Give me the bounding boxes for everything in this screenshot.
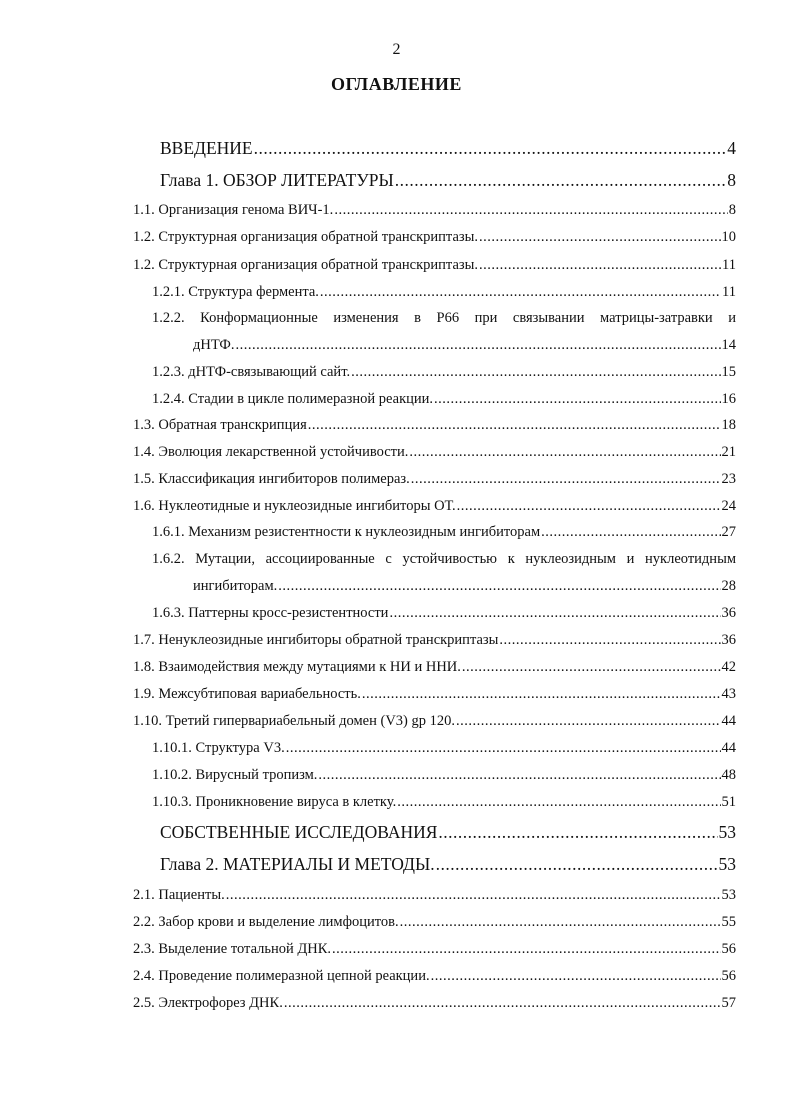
toc-entry-text: 1.6. Нуклеотидные и нуклеозидные ингибиторы ОТ. <box>133 498 456 514</box>
toc-entry-1-10[interactable] <box>133 712 736 730</box>
toc-leader <box>479 256 721 274</box>
toc-leader <box>284 994 721 1012</box>
toc-entry-text: 1.10. Третий гипервариабельный домен (V3) gp 120. <box>133 713 455 729</box>
toc-entry-page: 55 <box>721 914 736 930</box>
toc-entry-page: 8 <box>728 202 736 218</box>
toc-entry-2-2[interactable] <box>133 913 736 931</box>
toc-leader <box>462 658 721 676</box>
toc-entry-page: 56 <box>721 941 736 957</box>
toc-entry-page: 43 <box>721 686 736 702</box>
toc-entry-text: 2.2. Забор крови и выделение лимфоцитов. <box>133 914 399 930</box>
toc-entry-introduction[interactable] <box>160 137 736 159</box>
toc-leader <box>286 739 721 757</box>
toc-entry-page: 42 <box>721 659 736 675</box>
toc-entry-2-1[interactable] <box>133 886 736 904</box>
toc-entry-text: 2.3. Выделение тотальной ДНК. <box>133 941 332 957</box>
toc-entry-text: ингибиторам. <box>193 578 278 594</box>
toc-entry-text: 1.2.4. Стадии в цикле полимеразной реакции. <box>152 391 434 407</box>
toc-entry-1-4[interactable] <box>133 443 736 461</box>
toc-leader <box>351 363 720 381</box>
toc-entry-page: 11 <box>722 257 736 273</box>
toc-entry-page: 14 <box>721 337 736 353</box>
toc-entry-text: 1.4. Эволюция лекарственной устойчивости. <box>133 444 409 460</box>
toc-leader <box>278 577 720 595</box>
toc-entry-page: 53 <box>718 822 736 842</box>
toc-leader <box>411 470 721 488</box>
toc-leader <box>436 853 718 875</box>
toc-leader <box>409 443 720 461</box>
toc-entry-text: 1.3. Обратная транскрипция <box>133 417 307 433</box>
toc-entry-page: 56 <box>721 968 736 984</box>
toc-leader <box>434 390 720 408</box>
toc-entry-text: 2.4. Проведение полимеразной цепной реакции. <box>133 968 430 984</box>
toc-leader <box>541 523 720 541</box>
toc-entry-1-6-2-line2[interactable] <box>193 577 736 595</box>
toc-leader <box>226 886 721 904</box>
toc-entry-1-10-1[interactable] <box>152 739 736 757</box>
toc-entry-text: 2.5. Электрофорез ДНК. <box>133 995 283 1011</box>
toc-entry-1-6-2-line1[interactable]: 1.6.2. Мутации, ассоциированные с устойчивостью к нуклеозидным и нуклеотидным <box>152 551 736 567</box>
page-number: 2 <box>392 41 401 58</box>
toc-entry-text: 1.10.3. Проникновение вируса в клетку. <box>152 794 397 810</box>
toc-entry-page: 48 <box>721 767 736 783</box>
toc-entry-page: 53 <box>721 887 736 903</box>
toc-entry-1-2a[interactable] <box>133 228 736 246</box>
toc-entry-page: 11 <box>722 284 736 300</box>
toc-entry-1-3[interactable] <box>133 416 736 434</box>
toc-entry-1-2-3[interactable] <box>152 363 736 381</box>
toc-entry-page: 51 <box>721 794 736 810</box>
toc-entry-text: Глава 1. ОБЗОР ЛИТЕРАТУРЫ <box>160 170 394 190</box>
toc-entry-1-6-3[interactable] <box>152 604 736 622</box>
toc-leader <box>395 169 727 191</box>
toc-entry-1-6[interactable] <box>133 497 736 515</box>
toc-entry-text: 1.1. Организация генома ВИЧ-1. <box>133 202 334 218</box>
toc-entry-text: 1.5. Классификация ингибиторов полимераз. <box>133 471 410 487</box>
toc-entry-1-2-4[interactable] <box>152 390 736 408</box>
toc-entry-text: 1.2. Структурная организация обратной транскриптазы. <box>133 229 478 245</box>
toc-entry-text: 2.1. Пациенты. <box>133 887 225 903</box>
toc-entry-text: 1.6.1. Механизм резистентности к нуклеозидным ингибиторам <box>152 524 541 540</box>
toc-entry-text: 1.2.3. дНТФ-связывающий сайт. <box>152 364 351 380</box>
toc-entry-page: 16 <box>721 391 736 407</box>
toc-entry-text: 1.2.1. Структура фермента. <box>152 284 319 300</box>
toc-entry-page: 44 <box>721 740 736 756</box>
toc-leader <box>308 416 721 434</box>
toc-entry-page: 44 <box>721 713 736 729</box>
toc-entry-text: 1.2. Структурная организация обратной транскриптазы. <box>133 257 478 273</box>
toc-entry-page: 36 <box>721 632 736 648</box>
toc-leader <box>438 821 717 843</box>
toc-entry-page: 15 <box>721 364 736 380</box>
toc-entry-1-2-2-line2[interactable] <box>193 336 736 354</box>
toc-entry-page: 53 <box>718 854 736 874</box>
toc-entry-2-3[interactable] <box>133 940 736 958</box>
toc-leader <box>362 685 721 703</box>
toc-entry-page: 24 <box>721 498 736 514</box>
toc-entry-chapter-1[interactable] <box>160 169 736 191</box>
toc-entry-1-6-1[interactable] <box>152 523 736 541</box>
toc-entry-page: 28 <box>721 578 736 594</box>
toc-entry-page: 27 <box>721 524 736 540</box>
toc-entry-chapter-2[interactable] <box>160 853 736 875</box>
toc-entry-text: 1.9. Межсубтиповая вариабельность. <box>133 686 361 702</box>
toc-entry-1-2b[interactable] <box>133 256 736 274</box>
toc-entry-page: 21 <box>721 444 736 460</box>
toc-entry-1-5[interactable] <box>133 470 736 488</box>
toc-entry-1-10-2[interactable] <box>152 766 736 784</box>
toc-entry-text: дНТФ. <box>193 337 235 353</box>
toc-entry-1-2-2-line1[interactable]: 1.2.2. Конформационные изменения в Р66 при связывании матрицы-затравки и <box>152 310 736 326</box>
toc-entry-text: ВВЕДЕНИЕ <box>160 138 253 158</box>
toc-leader <box>397 793 720 811</box>
toc-entry-page: 23 <box>721 471 736 487</box>
toc-leader <box>456 712 721 730</box>
toc-entry-page: 8 <box>727 170 736 190</box>
toc-leader <box>332 940 720 958</box>
toc-leader <box>235 336 720 354</box>
toc-leader <box>389 604 720 622</box>
toc-leader <box>400 913 721 931</box>
toc-entry-1-2-1[interactable] <box>152 283 736 301</box>
toc-leader <box>254 137 727 159</box>
toc-entry-page: 10 <box>721 229 736 245</box>
toc-entry-own-research[interactable] <box>160 821 736 843</box>
toc-entry-text: 1.7. Ненуклеозидные ингибиторы обратной транскриптазы <box>133 632 499 648</box>
toc-entry-2-4[interactable] <box>133 967 736 985</box>
toc-entry-1-8[interactable] <box>133 658 736 676</box>
toc-entry-text: 1.10.2. Вирусный тропизм. <box>152 767 318 783</box>
toc-entry-1-1[interactable] <box>133 201 736 219</box>
toc-entry-text: 1.10.1. Структура V3. <box>152 740 285 756</box>
toc-entry-text: СОБСТВЕННЫЕ ИССЛЕДОВАНИЯ <box>160 822 438 842</box>
toc-entry-2-5[interactable] <box>133 994 736 1012</box>
toc-leader <box>320 283 721 301</box>
toc-leader <box>334 201 727 219</box>
toc-entry-page: 36 <box>721 605 736 621</box>
toc-entry-text: Глава 2. МАТЕРИАЛЫ И МЕТОДЫ. <box>160 854 435 874</box>
toc-leader <box>479 228 721 246</box>
toc-entry-text: 1.6.3. Паттерны кросс-резистентности <box>152 605 389 621</box>
toc-entry-1-10-3[interactable] <box>152 793 736 811</box>
toc-leader <box>499 631 720 649</box>
toc-title: ОГЛАВЛЕНИЕ <box>331 74 462 94</box>
toc-entry-1-9[interactable] <box>133 685 736 703</box>
toc-entry-page: 4 <box>727 138 736 158</box>
toc-entry-text: 1.8. Взаимодействия между мутациями к НИ и ННИ. <box>133 659 461 675</box>
toc-leader <box>431 967 721 985</box>
toc-entry-1-7[interactable] <box>133 631 736 649</box>
toc-leader <box>318 766 720 784</box>
toc-leader <box>457 497 721 515</box>
toc-entry-page: 57 <box>721 995 736 1011</box>
toc-entry-page: 18 <box>721 417 736 433</box>
